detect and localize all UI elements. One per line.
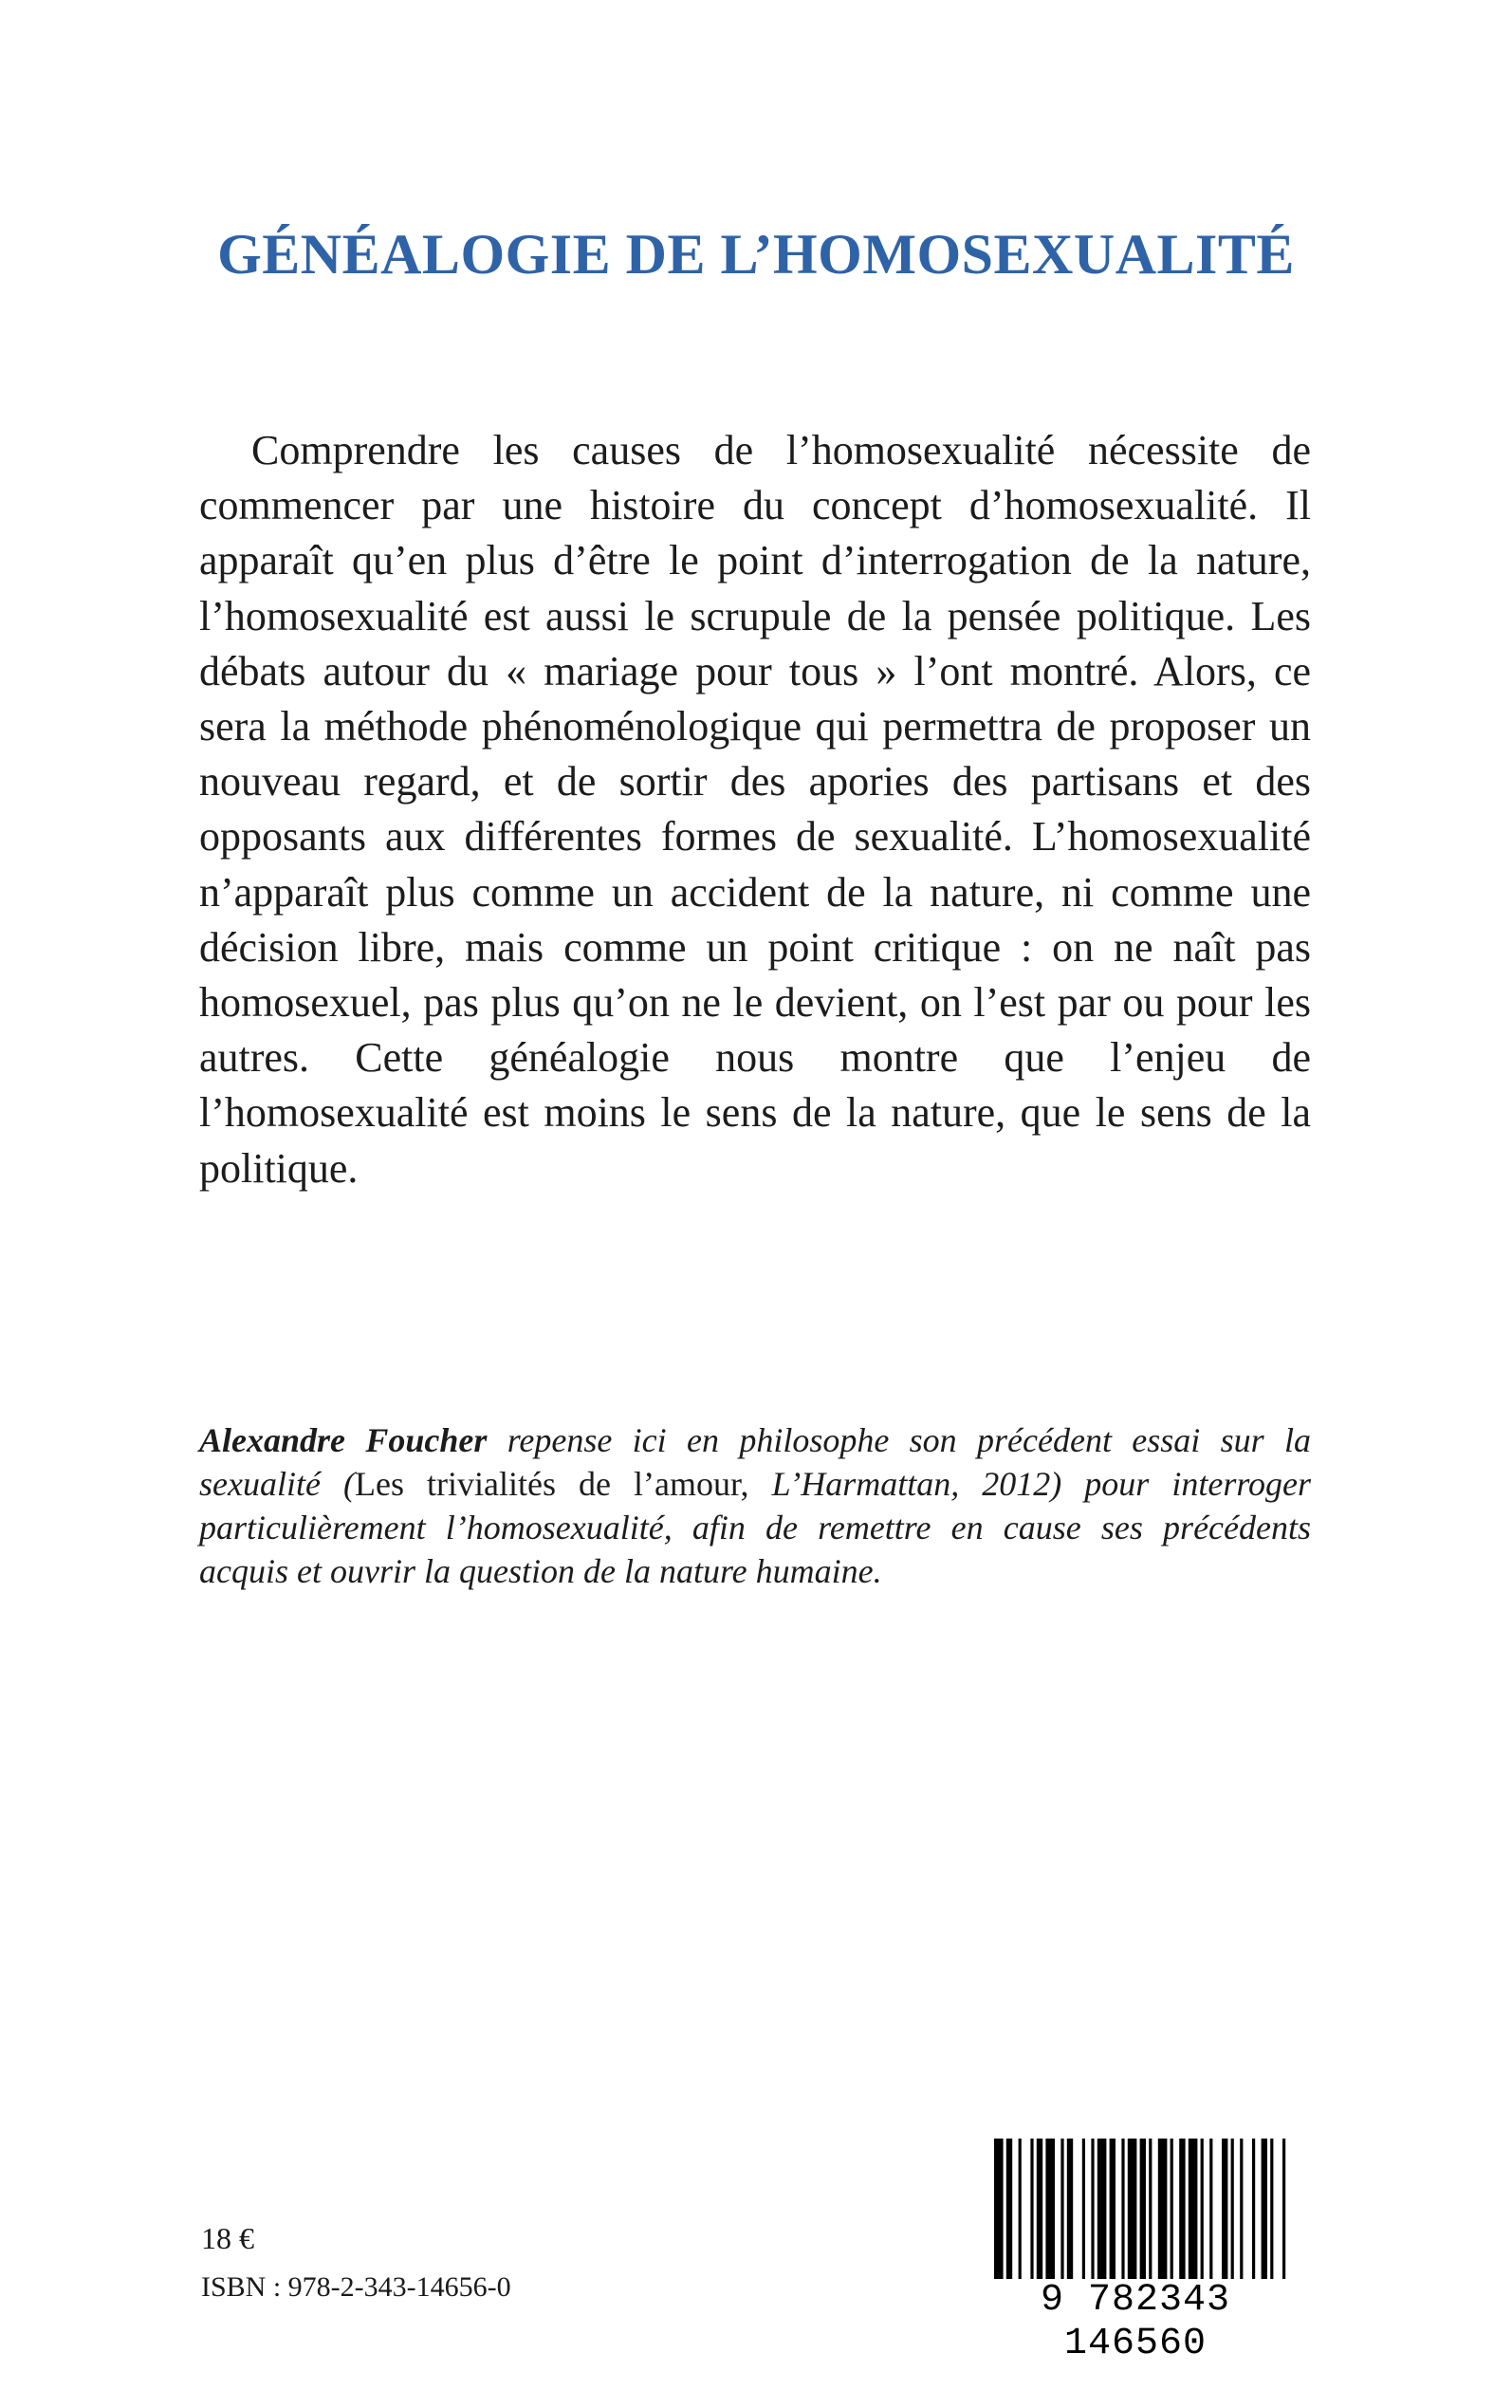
barcode-bar: [1179, 2139, 1185, 2281]
author-note: [199, 1418, 1311, 1593]
barcode-bar: [1128, 2139, 1137, 2281]
author-note-text-1: repense ici en philosophe son précédent essai sur la sexualité (: [199, 1421, 1311, 1503]
barcode-bar: [1121, 2139, 1124, 2281]
book-title: GÉNÉALOGIE DE L’HOMOSEXUALITÉ: [217, 223, 1295, 286]
barcode-bar: [1231, 2139, 1234, 2281]
barcode-bar: [1060, 2139, 1063, 2281]
barcode-bar: [1110, 2139, 1116, 2281]
barcode-bar: [1030, 2139, 1033, 2281]
barcode: [985, 2139, 1286, 2365]
barcode-bar: [1171, 2139, 1173, 2281]
barcode-bar: [1158, 2139, 1168, 2281]
barcode-digits: 9 782343 146560: [985, 2279, 1286, 2366]
barcode-bar: [1067, 2139, 1073, 2281]
barcode-bar: [1270, 2139, 1273, 2281]
barcode-bar: [994, 2139, 1004, 2281]
barcode-bar: [1252, 2139, 1255, 2281]
barcode-bar: [1140, 2139, 1146, 2281]
barcode-bars: [985, 2139, 1286, 2281]
barcode-bar: [1097, 2139, 1107, 2281]
barcode-bar: [1006, 2139, 1012, 2281]
barcode-bar: [1262, 2139, 1267, 2281]
barcode-bar: [1045, 2139, 1055, 2281]
barcode-bar: [1222, 2139, 1227, 2281]
barcode-bar: [1082, 2139, 1085, 2281]
isbn: ISBN : 978-2-343-14656-0: [201, 2271, 511, 2303]
barcode-bar: [1091, 2139, 1094, 2281]
price: 18 €: [201, 2221, 254, 2255]
barcode-bar: [1201, 2139, 1204, 2281]
barcode-bar: [1019, 2139, 1022, 2281]
barcode-bar: [1240, 2139, 1243, 2281]
barcode-bar: [1037, 2139, 1042, 2281]
barcode-bar: [1282, 2139, 1285, 2281]
barcode-bar: [1209, 2139, 1212, 2281]
barcode-bar: [1149, 2139, 1152, 2281]
book-summary: Comprendre les causes de l’homosexualité nécessite de commencer par une histoire du concept d’homosexualité. Il apparaît qu’en plus d’être le point d’interrogation de la nature, l’homosexualité est aussi le scrupule de la pensée politique. Les débats autour du « mariage pour tous » l’ont montré. Alors, ce sera la méthode phénoménologique qui permettra de proposer un nouveau regard, et de sortir des apories des partisans et des opposants aux différentes formes de sexualité. L’homosexualité n’apparaît plus comme un accident de la nature, ni comme une décision libre, mais comme un point critique : on ne naît pas homosexuel, pas plus qu’on ne le devient, on l’est par ou pour les autres. Cette généalogie nous montre que l’enjeu de l’homosexualité est moins le sens de la nature, que le sens de la politique.: [199, 427, 1311, 1192]
author-name: Alexandre Foucher: [199, 1421, 488, 1459]
previous-work-title: Les trivialités de l’amour,: [354, 1465, 749, 1503]
author-note-text-2: L’Harmattan, 2012) pour interroger particulièrement l’homosexualité, afin de remettre en cause ses précédents acquis et ouvrir la question de la nature humaine.: [199, 1465, 1311, 1590]
barcode-bar: [1189, 2139, 1198, 2281]
